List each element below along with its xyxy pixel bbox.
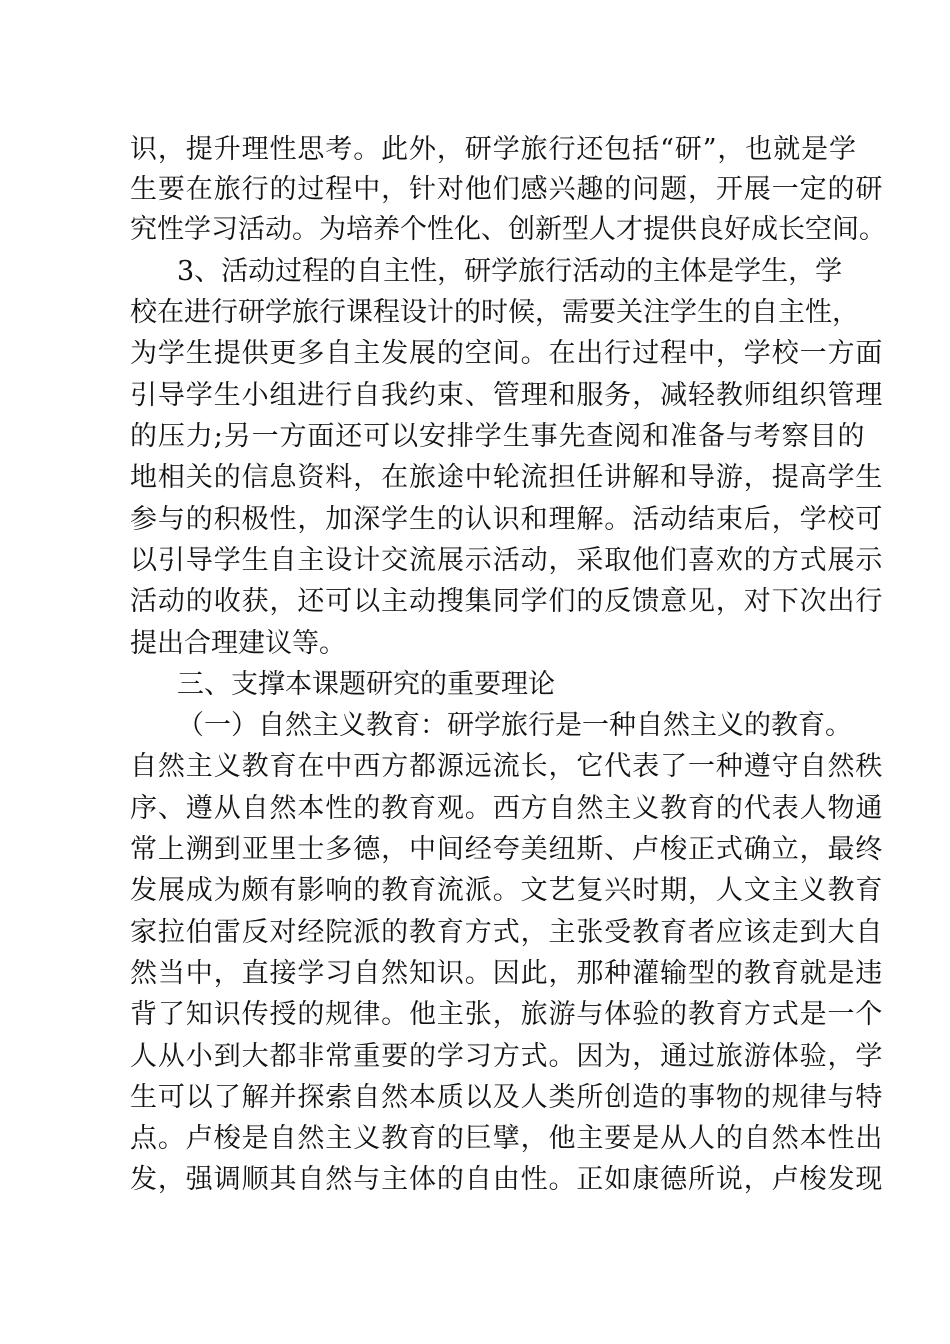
subsection-heading: （一）自然主义教育：研学旅行是一种自然主义的教育。	[177, 710, 852, 741]
text-line: 人从小到大都非常重要的学习方式。因为，通过旅游体验，学	[130, 1041, 884, 1072]
section-heading: 三、支撑本课题研究的重要理论	[177, 669, 555, 700]
text-line: 常上溯到亚里士多德，中间经夸美纽斯、卢梭正式确立，最终	[130, 834, 884, 865]
text-line: 以引导学生自主设计交流展示活动，采取他们喜欢的方式展示	[130, 545, 884, 576]
text-line: 自然主义教育在中西方都源远流长，它代表了一种遵守自然秩	[130, 751, 884, 782]
text-line: 参与的积极性，加深学生的认识和理解。活动结束后，学校可	[130, 504, 884, 535]
text-line: 生可以了解并探索自然本质以及人类所创造的事物的规律与特	[130, 1082, 884, 1113]
text-line: 序、遵从自然本性的教育观。西方自然主义教育的代表人物通	[130, 793, 884, 824]
text-line: 引导学生小组进行自我约束、管理和服务，减轻教师组织管理	[130, 380, 884, 411]
text-line: 发，强调顺其自然与主体的自由性。正如康德所说，卢梭发现	[130, 1164, 884, 1195]
text-line: 生要在旅行的过程中，针对他们感兴趣的问题，开展一定的研	[130, 174, 884, 205]
text-line: 提出合理建议等。	[130, 628, 346, 659]
text-line: 地相关的信息资料，在旅途中轮流担任讲解和导游，提高学生	[130, 462, 884, 493]
text-line: 家拉伯雷反对经院派的教育方式，主张受教育者应该走到大自	[130, 917, 884, 948]
text-line: 为学生提供更多自主发展的空间。在出行过程中，学校一方面	[130, 338, 884, 369]
text-line: 的压力;另一方面还可以安排学生事先查阅和准备与考察目的	[130, 421, 866, 452]
text-line: 然当中，直接学习自然知识。因此，那种灌输型的教育就是违	[130, 958, 884, 989]
text-line: 3、活动过程的自主性，研学旅行活动的主体是学生，学	[177, 256, 843, 287]
text-line: 究性学习活动。为培养个性化、创新型人才提供良好成长空间。	[130, 214, 886, 245]
text-line: 识，提升理性思考。此外，研学旅行还包括“研”，也就是学	[130, 134, 857, 165]
text-line: 背了知识传授的规律。他主张，旅游与体验的教育方式是一个	[130, 999, 884, 1030]
text-line: 发展成为颇有影响的教育流派。文艺复兴时期，人文主义教育	[130, 875, 884, 906]
text-line: 活动的收获，还可以主动搜集同学们的反馈意见，对下次出行	[130, 586, 884, 617]
text-line: 点。卢梭是自然主义教育的巨擘，他主要是从人的自然本性出	[130, 1123, 884, 1154]
text-line: 校在进行研学旅行课程设计的时候，需要关注学生的自主性，	[130, 297, 859, 328]
